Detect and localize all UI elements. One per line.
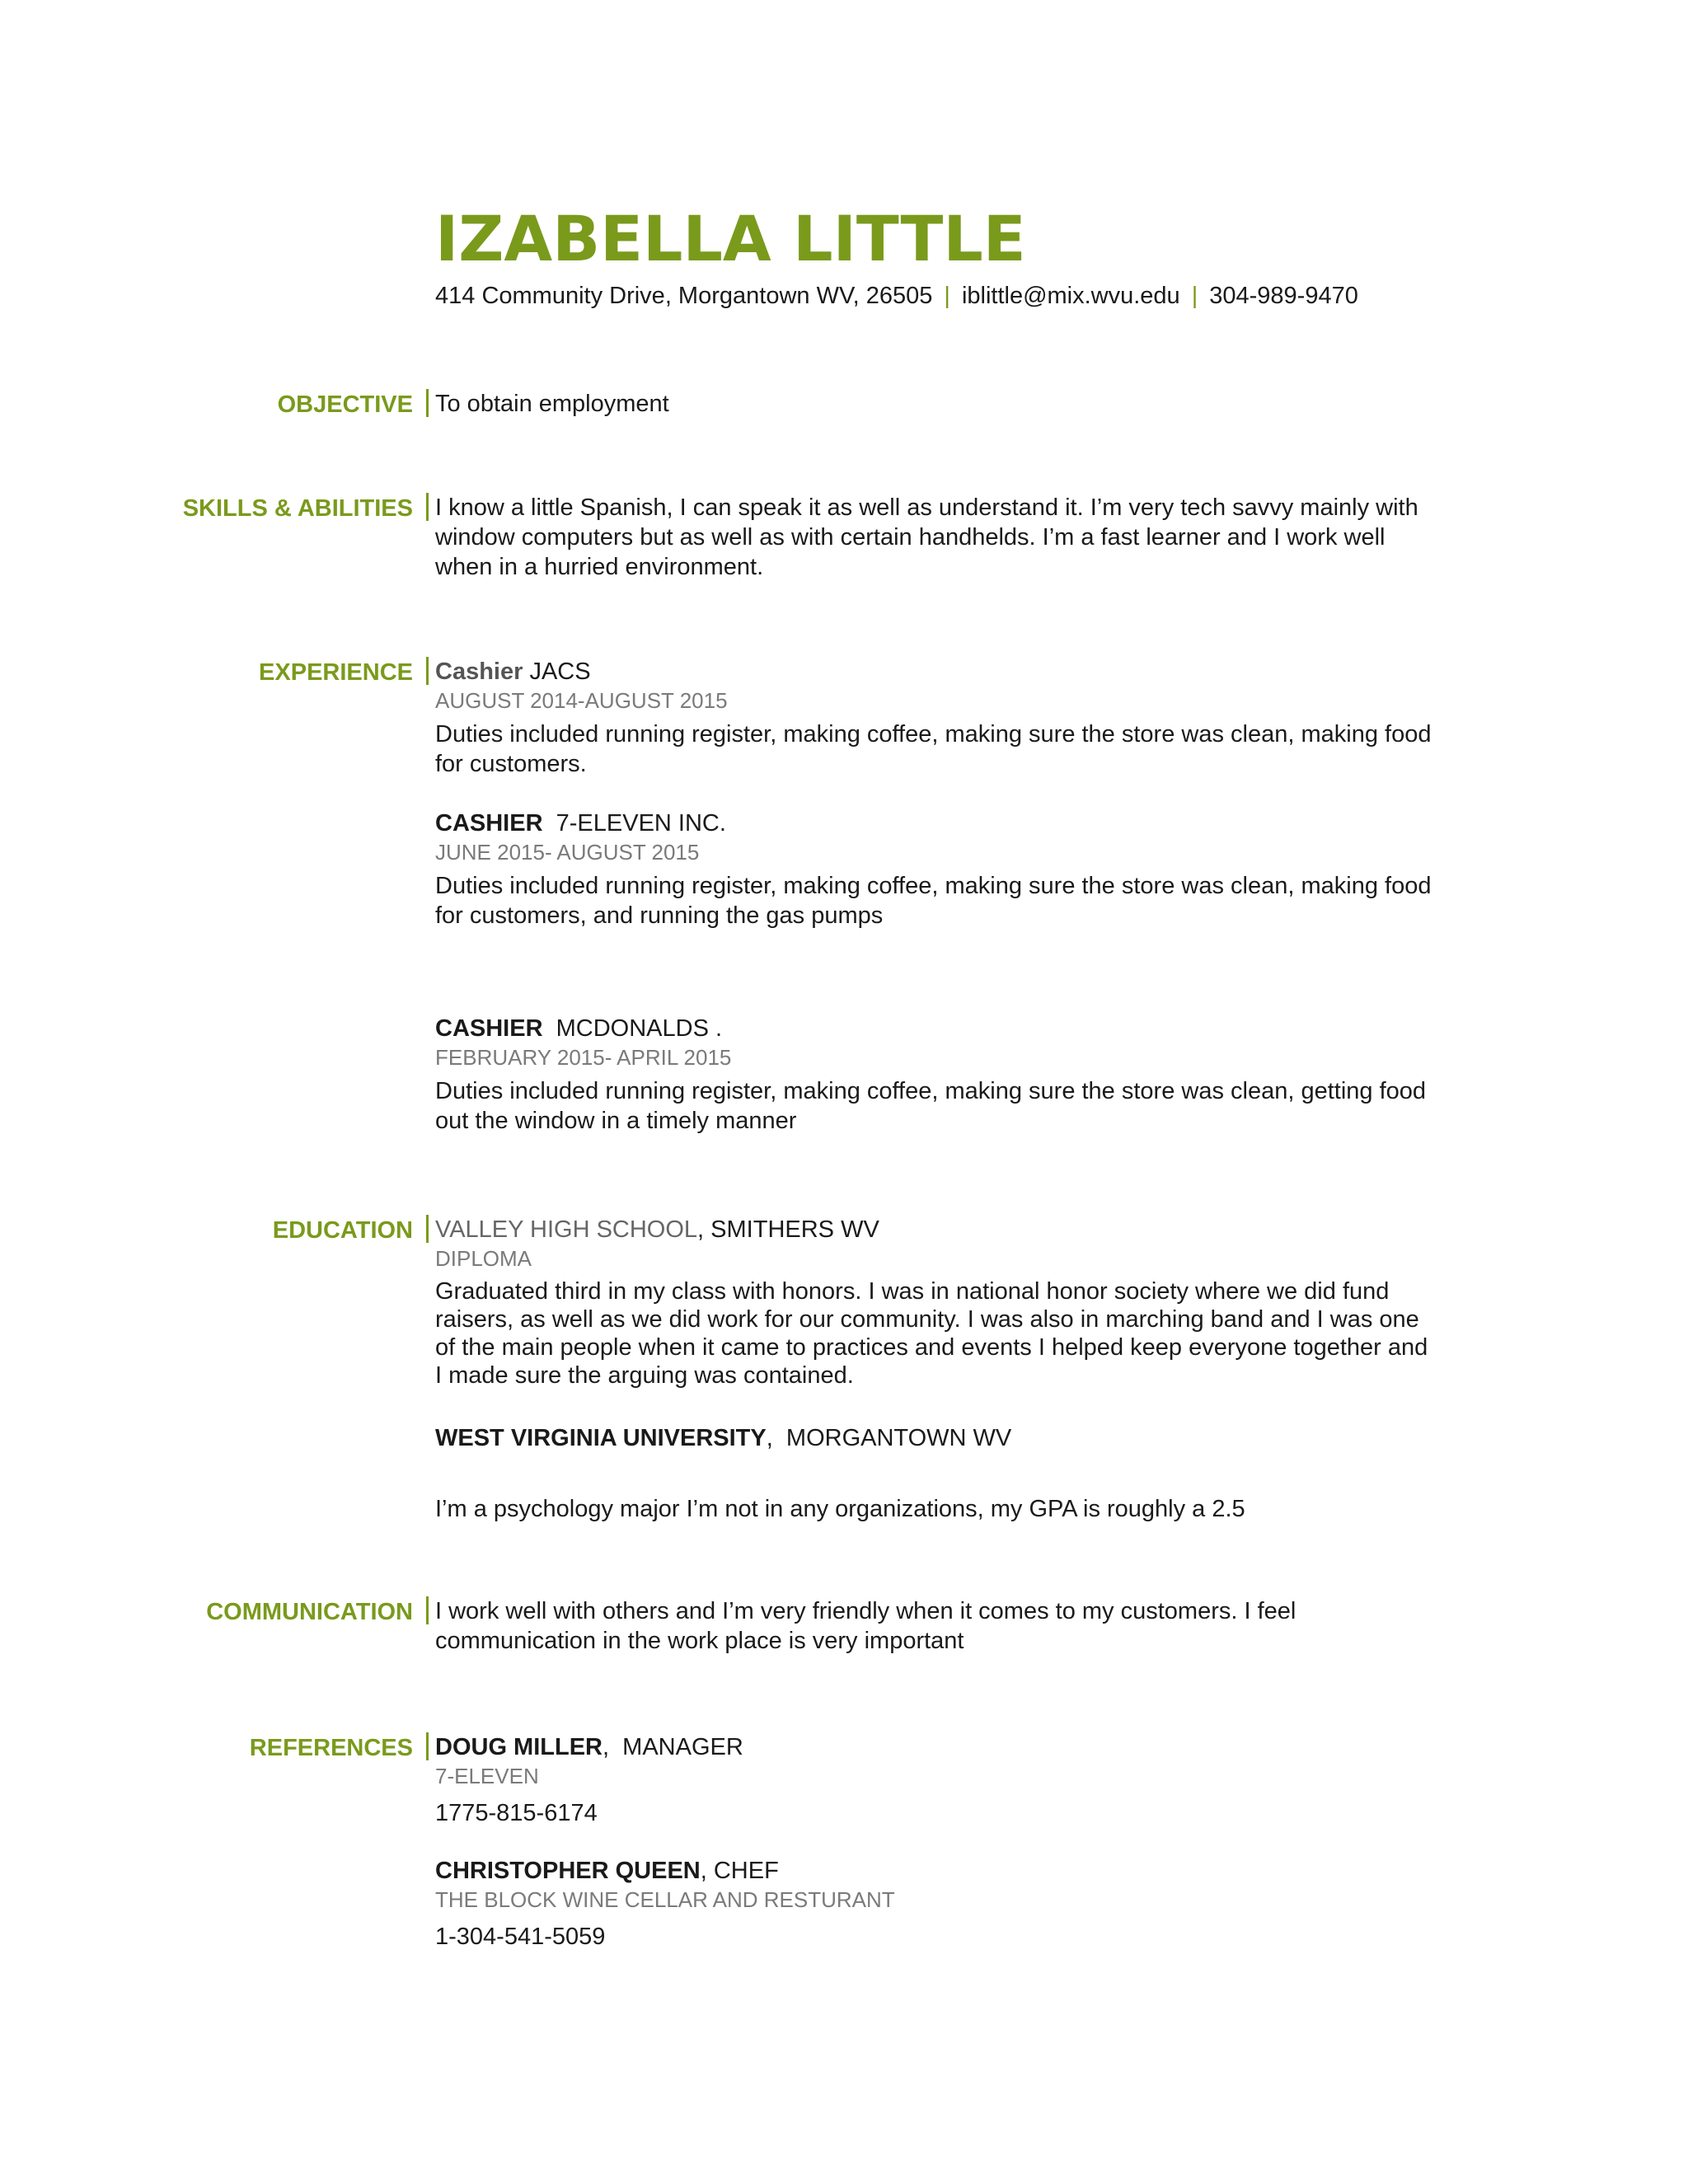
school-description: I’m a psychology major I’m not in any organizations, my GPA is roughly a 2.5 (435, 1496, 1245, 1522)
reference-role: MANAGER (622, 1734, 743, 1760)
reference-organization: 7-ELEVEN (435, 1764, 539, 1788)
reference-organization: THE BLOCK WINE CELLAR AND RESTURANT (435, 1887, 895, 1912)
school-entry: WEST VIRGINIA UNIVERSITY, MORGANTOWN WV I’m a psychology major I’m not in any organizations, my GPA is roughly a 2.5 (435, 1423, 1441, 1524)
job-entry (435, 1014, 1441, 1136)
section-label-text: OBJECTIVE (277, 391, 413, 418)
separator: | (1191, 283, 1198, 309)
label-bar (426, 657, 429, 685)
communication-section (435, 1596, 1441, 1656)
school-location: MORGANTOWN WV (785, 1425, 1012, 1451)
email: iblittle@mix.wvu.edu (961, 283, 1180, 309)
job-entry (435, 657, 1441, 779)
school-description: Graduated third in my class with honors. I was in national honor society where we did fund raisers, as well as we did work for our community. I was also in marching band and I was one of the main people when it came to practices and events I helped keep everyone together and I made sure the arguing was contained. (435, 1278, 1428, 1389)
objective-section (435, 389, 1441, 419)
contact-line (435, 283, 1358, 310)
experience-section-3 (435, 1014, 1441, 1136)
experience-section (435, 657, 1441, 779)
references-section-2 (435, 1856, 1441, 1952)
section-label-text: EDUCATION (272, 1217, 413, 1244)
label-bar (426, 493, 429, 521)
school-location: SMITHERS WV (710, 1216, 879, 1243)
label-bar (426, 1596, 429, 1624)
separator: | (944, 283, 950, 309)
school-degree: DIPLOMA (435, 1246, 532, 1271)
skills-text: I know a little Spanish, I can speak it as well as understand it. I’m very tech savvy mainly with window computers but as well as with certain handhelds. I’m a fast learner and I work well when in a hurried environment. (435, 494, 1418, 580)
label-bar (426, 1215, 429, 1243)
section-label-text: REFERENCES (249, 1735, 413, 1761)
reference-entry: CHRISTOPHER QUEEN, CHEF THE BLOCK WINE CELLAR AND RESTURANT 1-304-541-5059 (435, 1856, 1441, 1952)
section-label-experience (259, 657, 429, 687)
section-label-communication (206, 1596, 429, 1626)
section-label-references (250, 1732, 429, 1762)
education-section (435, 1215, 1441, 1390)
job-dates: FEBRUARY 2015- APRIL 2015 (435, 1045, 732, 1070)
school-entry: VALLEY HIGH SCHOOL, SMITHERS WV DIPLOMA Graduated third in my class with honors. I was in national honor society where we did fund raisers, as well as we did work for our community. I was also in marching band and I was one of the main people when it came to practices and events I helped keep everyone together and I made sure the arguing was contained. (435, 1215, 1441, 1390)
section-label-education (273, 1215, 429, 1244)
phone: 304-989-9470 (1209, 283, 1358, 309)
reference-phone: 1775-815-6174 (435, 1800, 598, 1826)
reference-name: CHRISTOPHER QUEEN (435, 1858, 701, 1884)
job-dates: JUNE 2015- AUGUST 2015 (435, 840, 700, 865)
reference-role: CHEF (713, 1858, 779, 1884)
job-entry (435, 808, 1441, 930)
label-bar (426, 389, 429, 417)
reference-name: DOUG MILLER (435, 1734, 603, 1760)
job-description: Duties included running register, making coffee, making sure the store was clean, getting food out the window in a timely manner (435, 1078, 1427, 1134)
objective-text: To obtain employment (435, 391, 669, 417)
job-title: CASHIER (435, 1015, 543, 1042)
education-section-2 (435, 1423, 1441, 1524)
job-dates: AUGUST 2014-AUGUST 2015 (435, 688, 728, 713)
section-label-text: COMMUNICATION (206, 1599, 413, 1625)
section-label-text: EXPERIENCE (259, 659, 413, 686)
job-description: Duties included running register, making coffee, making sure the store was clean, making food for customers. (435, 721, 1432, 777)
job-company: 7-ELEVEN INC. (556, 810, 726, 837)
job-company: JACS (529, 658, 591, 685)
job-title: CASHIER (435, 810, 543, 837)
job-title: Cashier (435, 658, 523, 685)
section-label-skills (183, 493, 429, 523)
applicant-name: IZABELLA LITTLE (435, 202, 1026, 275)
label-bar (426, 1732, 429, 1760)
references-section (435, 1732, 1441, 1828)
section-label-objective (278, 389, 429, 419)
skills-section (435, 493, 1441, 582)
communication-text: I work well with others and I’m very friendly when it comes to my customers. I feel communication in the work place is very important (435, 1598, 1296, 1654)
reference-phone: 1-304-541-5059 (435, 1924, 606, 1950)
section-label-text: SKILLS & ABILITIES (182, 495, 413, 522)
school-name: WEST VIRGINIA UNIVERSITY (435, 1425, 767, 1451)
experience-section-2 (435, 808, 1441, 930)
job-company: MCDONALDS . (556, 1015, 723, 1042)
reference-entry: DOUG MILLER, MANAGER 7-ELEVEN 1775-815-6174 (435, 1732, 1441, 1828)
school-name: VALLEY HIGH SCHOOL (435, 1216, 698, 1243)
job-description: Duties included running register, making coffee, making sure the store was clean, making food for customers, and running the gas pumps (435, 873, 1432, 929)
address: 414 Community Drive, Morgantown WV, 26505 (435, 283, 933, 309)
